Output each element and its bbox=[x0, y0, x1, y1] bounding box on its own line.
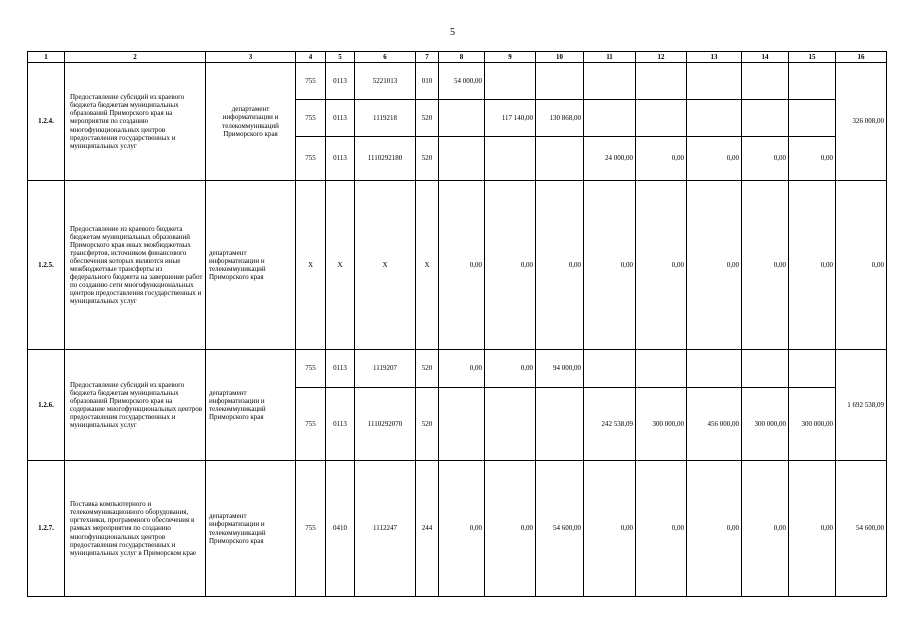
cell-col10 bbox=[536, 63, 584, 100]
cell-col15: 0,00 bbox=[789, 181, 836, 350]
column-header: 16 bbox=[836, 52, 887, 63]
cell-col9 bbox=[485, 63, 536, 100]
table-row bbox=[28, 461, 887, 597]
cell-col12: 300 000,00 bbox=[636, 388, 687, 461]
cell-col14 bbox=[742, 100, 789, 137]
cell-col10: 94 000,00 bbox=[536, 350, 584, 388]
department: департамент информатизации и телекоммуникаций Приморского края bbox=[206, 461, 296, 597]
cell-col9 bbox=[485, 137, 536, 181]
department: департамент информатизации и телекоммуникаций Приморского края bbox=[206, 63, 296, 181]
column-header: 6 bbox=[355, 52, 416, 63]
cell-col13: 0,00 bbox=[687, 137, 742, 181]
cell-col14 bbox=[742, 63, 789, 100]
row-number: 1.2.6. bbox=[28, 350, 65, 461]
cell-col15 bbox=[789, 63, 836, 100]
row-number: 1.2.7. bbox=[28, 461, 65, 597]
cell-col8: 54 000,00 bbox=[439, 63, 485, 100]
column-header: 5 bbox=[326, 52, 355, 63]
cell-col14: 0,00 bbox=[742, 137, 789, 181]
cell-col13: 0,00 bbox=[687, 181, 742, 350]
cell-col4: 755 bbox=[296, 388, 326, 461]
cell-col13 bbox=[687, 350, 742, 388]
cell-col4: X bbox=[296, 181, 326, 350]
cell-col9: 117 140,00 bbox=[485, 100, 536, 137]
budget-table bbox=[27, 51, 887, 597]
cell-col5: 0410 bbox=[326, 461, 355, 597]
cell-col8: 0,00 bbox=[439, 181, 485, 350]
cell-col6: 1110292180 bbox=[355, 137, 416, 181]
cell-col6: 1110292070 bbox=[355, 388, 416, 461]
column-header: 8 bbox=[439, 52, 485, 63]
activity-name: Предоставление субсидий из краевого бюджета бюджетам муниципальных образований Приморского края на содержание многофункциональных центров предоставления государственных и муниципальных услуг bbox=[65, 350, 206, 461]
page-number: 5 bbox=[450, 27, 455, 38]
cell-col8 bbox=[439, 100, 485, 137]
column-header: 1 bbox=[28, 52, 65, 63]
cell-col13: 456 000,00 bbox=[687, 388, 742, 461]
cell-col7: X bbox=[416, 181, 439, 350]
row-total: 54 600,00 bbox=[836, 461, 887, 597]
row-total: 0,00 bbox=[836, 181, 887, 350]
cell-col4: 755 bbox=[296, 461, 326, 597]
cell-col5: 0113 bbox=[326, 350, 355, 388]
cell-col15: 300 000,00 bbox=[789, 388, 836, 461]
cell-col13: 0,00 bbox=[687, 461, 742, 597]
cell-col8: 0,00 bbox=[439, 350, 485, 388]
cell-col8 bbox=[439, 388, 485, 461]
cell-col12 bbox=[636, 63, 687, 100]
cell-col7: 244 bbox=[416, 461, 439, 597]
cell-col4: 755 bbox=[296, 100, 326, 137]
column-header: 13 bbox=[687, 52, 742, 63]
cell-col8 bbox=[439, 137, 485, 181]
cell-col5: 0113 bbox=[326, 388, 355, 461]
department: департамент информатизации и телекоммуникаций Приморского края bbox=[206, 350, 296, 461]
column-header: 4 bbox=[296, 52, 326, 63]
header-row bbox=[28, 52, 887, 63]
cell-col11: 0,00 bbox=[584, 461, 636, 597]
cell-col15 bbox=[789, 100, 836, 137]
cell-col11: 24 000,00 bbox=[584, 137, 636, 181]
cell-col6: X bbox=[355, 181, 416, 350]
cell-col10 bbox=[536, 388, 584, 461]
cell-col15: 0,00 bbox=[789, 461, 836, 597]
cell-col13 bbox=[687, 63, 742, 100]
cell-col14: 0,00 bbox=[742, 181, 789, 350]
column-header: 9 bbox=[485, 52, 536, 63]
cell-col6: 1119218 bbox=[355, 100, 416, 137]
cell-col11: 242 538,09 bbox=[584, 388, 636, 461]
cell-col11: 0,00 bbox=[584, 181, 636, 350]
cell-col6: 1119207 bbox=[355, 350, 416, 388]
row-total: 326 008,00 bbox=[836, 63, 887, 181]
cell-col13 bbox=[687, 100, 742, 137]
table-row bbox=[28, 63, 887, 100]
cell-col7: 010 bbox=[416, 63, 439, 100]
column-header: 12 bbox=[636, 52, 687, 63]
activity-name: Поставка компьютерного и телекоммуникационного оборудования, оргтехники, программного обеспечения в рамках мероприятия по созданию многофункциональных центров предоставления государственных и муниципальных услуг в Приморском крае bbox=[65, 461, 206, 597]
cell-col7: 520 bbox=[416, 388, 439, 461]
cell-col10: 54 600,00 bbox=[536, 461, 584, 597]
cell-col5: 0113 bbox=[326, 100, 355, 137]
activity-name: Предоставление субсидий из краевого бюджета бюджетам муниципальных образований Приморского края на мероприятия по созданию многофункциональных центров предоставления государственных и муниципальных услуг bbox=[65, 63, 206, 181]
cell-col14: 0,00 bbox=[742, 461, 789, 597]
cell-col9: 0,00 bbox=[485, 350, 536, 388]
cell-col5: X bbox=[326, 181, 355, 350]
column-header: 10 bbox=[536, 52, 584, 63]
cell-col10 bbox=[536, 137, 584, 181]
cell-col12 bbox=[636, 350, 687, 388]
cell-col11 bbox=[584, 63, 636, 100]
cell-col12: 0,00 bbox=[636, 137, 687, 181]
table-row bbox=[28, 181, 887, 350]
cell-col12: 0,00 bbox=[636, 461, 687, 597]
cell-col11 bbox=[584, 100, 636, 137]
column-header: 14 bbox=[742, 52, 789, 63]
cell-col4: 755 bbox=[296, 350, 326, 388]
cell-col5: 0113 bbox=[326, 137, 355, 181]
column-header: 15 bbox=[789, 52, 836, 63]
column-header: 2 bbox=[65, 52, 206, 63]
cell-col14: 300 000,00 bbox=[742, 388, 789, 461]
column-header: 7 bbox=[416, 52, 439, 63]
department: департамент информатизации и телекоммуникаций Приморского края bbox=[206, 181, 296, 350]
cell-col6: 5221013 bbox=[355, 63, 416, 100]
cell-col6: 1112247 bbox=[355, 461, 416, 597]
table-row bbox=[28, 350, 887, 388]
cell-col7: 520 bbox=[416, 350, 439, 388]
cell-col12 bbox=[636, 100, 687, 137]
cell-col9: 0,00 bbox=[485, 181, 536, 350]
cell-col5: 0113 bbox=[326, 63, 355, 100]
cell-col4: 755 bbox=[296, 63, 326, 100]
cell-col10: 0,00 bbox=[536, 181, 584, 350]
cell-col15 bbox=[789, 350, 836, 388]
cell-col9 bbox=[485, 388, 536, 461]
cell-col9: 0,00 bbox=[485, 461, 536, 597]
row-number: 1.2.4. bbox=[28, 63, 65, 181]
column-header: 11 bbox=[584, 52, 636, 63]
column-header: 3 bbox=[206, 52, 296, 63]
cell-col15: 0,00 bbox=[789, 137, 836, 181]
cell-col7: 520 bbox=[416, 137, 439, 181]
cell-col7: 520 bbox=[416, 100, 439, 137]
row-total: 1 692 538,09 bbox=[836, 350, 887, 461]
activity-name: Предоставление из краевого бюджета бюджетам муниципальных образований Приморского края иных межбюджетных трансфертов, источником финансового обеспечения которых являются иные межбюджетные трансферты из федерального бюджета на завершение работ по созданию сети многофункциональных центров предоставления государственных и муниципальных услуг bbox=[65, 181, 206, 350]
cell-col8: 0,00 bbox=[439, 461, 485, 597]
cell-col14 bbox=[742, 350, 789, 388]
cell-col10: 130 868,00 bbox=[536, 100, 584, 137]
cell-col4: 755 bbox=[296, 137, 326, 181]
cell-col11 bbox=[584, 350, 636, 388]
row-number: 1.2.5. bbox=[28, 181, 65, 350]
cell-col12: 0,00 bbox=[636, 181, 687, 350]
